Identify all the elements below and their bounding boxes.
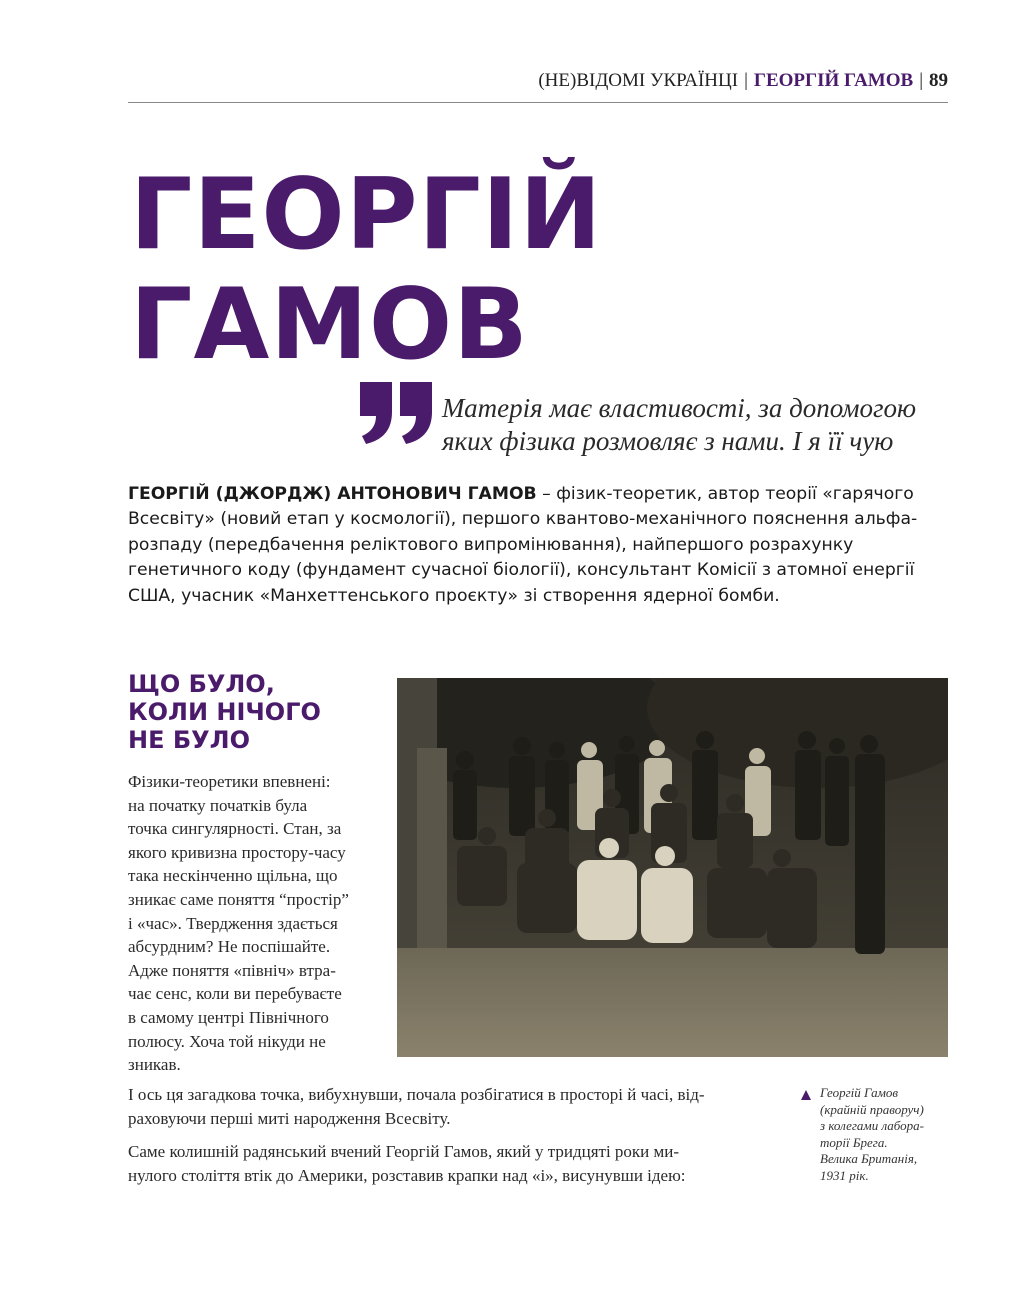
body-line: така нескінченно щільна, що <box>128 866 338 886</box>
triangle-up-icon <box>800 1089 812 1101</box>
body-column-text <box>128 770 380 1077</box>
body-line: точка сингулярності. Стан, за <box>128 819 342 839</box>
body-line: на початку початків була <box>128 795 308 815</box>
header-series: (НЕ)ВІДОМІ УКРАЇНЦІ <box>538 70 739 91</box>
para3-line-2: нулого століття втік до Америки, розставив крапки над «і», висунувши ідею: <box>128 1165 686 1185</box>
body-line: якого кривизна простору-часу <box>128 842 346 862</box>
caption-line: (крайній праворуч) <box>820 1101 924 1117</box>
body-line: Фізики-теоретики впевнені: <box>128 772 331 791</box>
header-rule <box>128 102 948 103</box>
quote-line-2: яких фізика розмовляє з нами. І я її чую <box>442 426 894 456</box>
group-photo <box>397 678 948 1057</box>
page-number: 89 <box>929 70 948 91</box>
caption-line: 1931 рік. <box>820 1167 869 1183</box>
lead-name: ГЕОРГІЙ (ДЖОРДЖ) АНТОНОВИЧ ГАМОВ <box>128 484 537 504</box>
body-line: в самому центрі Північного <box>128 1007 329 1027</box>
photo-caption <box>820 1085 950 1184</box>
lead-text: – фізик-теоретик, автор теорії «гарячого Всесвіту» (новий етап у космології), першого квантово-механічного пояснення альфа-розпаду (передбачення реліктового випромінювання), найпершого розрахунку генетичного коду (фундамент сучасної біології), консультант Комісії з атомної енергії США, учасник «Манхеттенського проєкту» зі створення ядерної бомби. <box>128 484 918 606</box>
para2-line-2: раховуючи перші миті народження Всесвіту. <box>128 1108 451 1128</box>
title-line-2: ГАМОВ <box>130 268 529 382</box>
running-header <box>128 66 948 96</box>
body-line: чає сенс, коли ви перебуваєте <box>128 984 342 1004</box>
caption-line: торії Брега. <box>820 1134 888 1150</box>
caption-line: Велика Британія, <box>820 1151 918 1166</box>
caption-line: з колегами лабора- <box>820 1118 924 1133</box>
header-subject: ГЕОРГІЙ ГАМОВ <box>753 70 914 91</box>
header-separator: | <box>744 70 748 91</box>
body-line: зникав. <box>128 1055 181 1075</box>
para2-line-1: І ось ця загадкова точка, вибухнувши, почала розбігатися в просторі й часі, від- <box>128 1085 705 1104</box>
closing-quote-icon <box>356 378 436 448</box>
quote-line-1: Матерія має властивості, за допомогою <box>442 393 917 423</box>
body-line: абсурдним? Не поспішайте. <box>128 937 331 957</box>
group-photo-illustration <box>397 678 948 1057</box>
body-line: полюсу. Хоча той нікуди не <box>128 1031 326 1051</box>
page-title <box>130 160 602 380</box>
lead-paragraph <box>128 482 950 609</box>
pull-quote <box>442 392 962 458</box>
section-title <box>128 670 378 754</box>
para3-line-1: Саме колишній радянський вчений Георгій Гамов, який у тридцяті роки ми- <box>128 1142 680 1161</box>
body-line: Адже поняття «північ» втра- <box>128 960 336 980</box>
section-title-line-1: ЩО БУЛО, <box>128 670 275 698</box>
body-line: і «час». Твердження здається <box>128 913 338 933</box>
title-line-1: ГЕОРГІЙ <box>130 158 603 272</box>
section-title-line-3: НЕ БУЛО <box>128 726 250 754</box>
header-separator-2: | <box>919 70 923 91</box>
caption-line: Георгій Гамов <box>820 1085 899 1100</box>
body-line: зникає саме поняття “простір” <box>128 889 349 909</box>
body-paragraph-3 <box>128 1140 778 1187</box>
body-paragraph-2 <box>128 1083 778 1130</box>
section-title-line-2: КОЛИ НІЧОГО <box>128 698 321 726</box>
